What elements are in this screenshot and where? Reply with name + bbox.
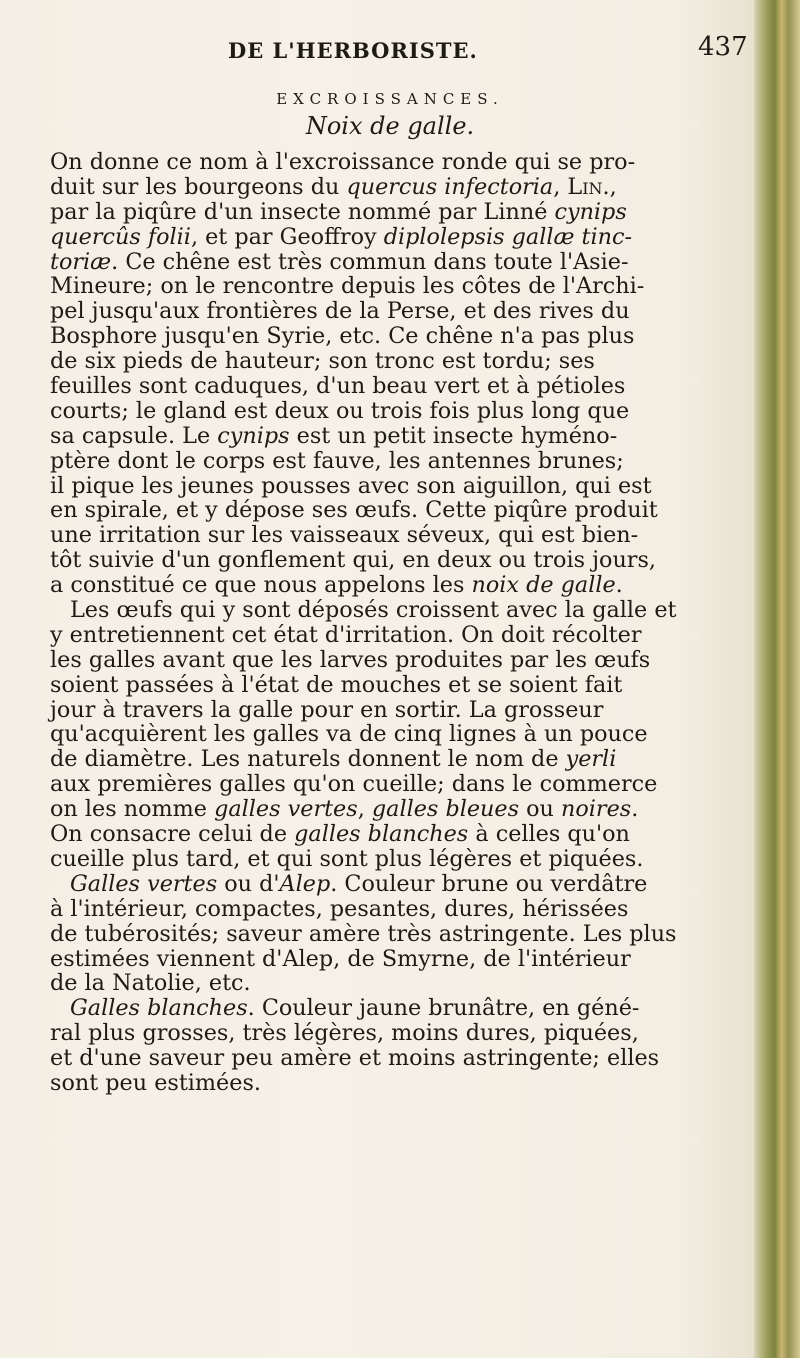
text-run: toriæ bbox=[50, 248, 112, 275]
text-line bbox=[50, 722, 740, 747]
text-run: Mineure; on le rencontre depuis les côtes de l'Archi- bbox=[50, 273, 645, 300]
text-run: Galles blanches bbox=[70, 995, 248, 1022]
text-run: cynips bbox=[217, 422, 290, 449]
text-line bbox=[50, 897, 740, 922]
text-line bbox=[50, 648, 740, 673]
text-run: . Couleur jaune brunâtre, en géné- bbox=[247, 995, 640, 1022]
text-line bbox=[50, 299, 740, 324]
text-run: une irritation sur les vaisseaux séveux, qui est bien- bbox=[50, 522, 639, 549]
text-run: Alep bbox=[279, 870, 331, 897]
text-line bbox=[50, 548, 740, 573]
text-line bbox=[50, 274, 740, 299]
text-line bbox=[50, 971, 740, 996]
text-run: feuilles sont caduques, d'un beau vert et à pétioles bbox=[50, 373, 626, 400]
page-edge bbox=[754, 0, 800, 1358]
text-line bbox=[50, 474, 740, 499]
text-run: tôt suivie d'un gonflement qui, en deux ou trois jours, bbox=[50, 547, 656, 574]
text-line bbox=[50, 573, 740, 598]
text-run: jour à travers la galle pour en sortir. La grosseur bbox=[50, 696, 604, 723]
text-line bbox=[50, 598, 740, 623]
subtitle: Noix de galle. bbox=[305, 112, 475, 140]
text-run: galles vertes bbox=[214, 796, 358, 823]
text-line bbox=[50, 523, 740, 548]
text-run: On consacre celui de bbox=[50, 821, 295, 848]
text-run: il pique les jeunes pousses avec son aiguillon, qui est bbox=[50, 472, 652, 499]
text-run: yerli bbox=[565, 746, 617, 773]
text-line bbox=[50, 349, 740, 374]
text-line bbox=[50, 623, 740, 648]
text-run: galles blanches bbox=[294, 821, 469, 848]
text-run: , bbox=[609, 173, 617, 200]
text-run: de diamètre. Les naturels donnent le nom de bbox=[50, 746, 566, 773]
text-line bbox=[50, 150, 740, 175]
text-run: . Couleur brune ou verdâtre bbox=[330, 870, 648, 897]
text-run: . bbox=[631, 796, 639, 823]
text-run: ou d' bbox=[217, 870, 280, 897]
text-line bbox=[50, 1021, 740, 1046]
text-line bbox=[50, 947, 740, 972]
text-run: de tubérosités; saveur amère très astringente. Les plus bbox=[50, 920, 677, 947]
text-line bbox=[50, 673, 740, 698]
text-run: galles bleues bbox=[371, 796, 520, 823]
section-title: EXCROISSANCES. bbox=[276, 90, 504, 108]
text-run: , bbox=[553, 173, 568, 200]
text-run: de six pieds de hauteur; son tronc est tordu; ses bbox=[50, 348, 595, 375]
text-run: les galles avant que les larves produites par les œufs bbox=[50, 646, 651, 673]
text-run: cueille plus tard, et qui sont plus légères et piquées. bbox=[50, 845, 644, 872]
text-line bbox=[50, 872, 740, 897]
text-run: estimées viennent d'Alep, de Smyrne, de l'intérieur bbox=[50, 945, 631, 972]
text-run: noires bbox=[561, 796, 632, 823]
text-run: Les œufs qui y sont déposés croissent avec la galle et bbox=[70, 597, 677, 624]
text-run: ral plus grosses, très légères, moins dures, piquées, bbox=[50, 1020, 639, 1047]
text-line bbox=[50, 449, 740, 474]
text-run: quercus infectoria bbox=[346, 173, 554, 200]
text-run: en spirale, et y dépose ses œufs. Cette piqûre produit bbox=[50, 497, 658, 524]
text-run: cynips bbox=[554, 198, 627, 225]
text-run: sa capsule. Le bbox=[50, 422, 218, 449]
text-run: aux premières galles qu'on cueille; dans le commerce bbox=[50, 771, 658, 798]
text-run: par la piqûre d'un insecte nommé par Linné bbox=[50, 198, 555, 225]
text-line bbox=[50, 225, 740, 250]
text-run: . Ce chêne est très commun dans toute l'Asie- bbox=[111, 248, 629, 275]
text-run: a constitué ce que nous appelons les bbox=[50, 572, 472, 599]
text-line bbox=[50, 847, 740, 872]
text-run: On donne ce nom à l'excroissance ronde qui se pro- bbox=[50, 149, 636, 175]
text-line bbox=[50, 772, 740, 797]
text-line bbox=[50, 797, 740, 822]
text-line bbox=[50, 250, 740, 275]
text-run: diplolepsis gallæ tinc- bbox=[383, 223, 633, 250]
text-run: ptère dont le corps est fauve, les antennes brunes; bbox=[50, 447, 624, 474]
text-line bbox=[50, 424, 740, 449]
text-line bbox=[50, 1071, 740, 1096]
text-line bbox=[50, 200, 740, 225]
text-line bbox=[50, 175, 740, 200]
text-run: noix de galle bbox=[471, 572, 616, 599]
text-run: à celles qu'on bbox=[468, 821, 630, 848]
text-run: duit sur les bourgeons du bbox=[50, 173, 347, 200]
text-run: , bbox=[357, 796, 372, 823]
text-run: est un petit insecte hyméno- bbox=[289, 422, 618, 449]
text-run: de la Natolie, etc. bbox=[50, 970, 251, 997]
text-run: Galles vertes bbox=[70, 870, 218, 897]
text-run: . bbox=[615, 572, 623, 599]
text-run: courts; le gland est deux ou trois fois plus long que bbox=[50, 397, 630, 424]
text-run: quercûs folii bbox=[50, 223, 191, 250]
text-line bbox=[50, 374, 740, 399]
running-title: DE L'HERBORISTE. bbox=[228, 38, 478, 63]
text-line bbox=[50, 324, 740, 349]
text-line bbox=[50, 747, 740, 772]
text-line bbox=[50, 698, 740, 723]
text-line bbox=[50, 922, 740, 947]
text-line bbox=[50, 1046, 740, 1071]
running-head bbox=[0, 32, 760, 72]
page-number: 437 bbox=[698, 32, 748, 62]
text-run: à l'intérieur, compactes, pesantes, dures, hérissées bbox=[50, 895, 629, 922]
text-run: Lin. bbox=[567, 173, 610, 200]
text-run: sont peu estimées. bbox=[50, 1069, 261, 1096]
text-run: pel jusqu'aux frontières de la Perse, et des rives du bbox=[50, 298, 630, 325]
text-line bbox=[50, 822, 740, 847]
text-run: on les nomme bbox=[50, 796, 215, 823]
text-line bbox=[50, 399, 740, 424]
text-run: qu'acquièrent les galles va de cinq lignes à un pouce bbox=[50, 721, 648, 748]
text-run: , et par Geoffroy bbox=[190, 223, 384, 250]
text-run: soient passées à l'état de mouches et se soient fait bbox=[50, 671, 623, 698]
text-run: Bosphore jusqu'en Syrie, etc. Ce chêne n'a pas plus bbox=[50, 323, 635, 350]
text-run: ou bbox=[519, 796, 562, 823]
text-line bbox=[50, 996, 740, 1021]
text-line bbox=[50, 498, 740, 523]
text-run: y entretiennent cet état d'irritation. On doit récolter bbox=[50, 621, 642, 648]
body-text bbox=[50, 150, 740, 1096]
text-run: et d'une saveur peu amère et moins astringente; elles bbox=[50, 1045, 660, 1072]
